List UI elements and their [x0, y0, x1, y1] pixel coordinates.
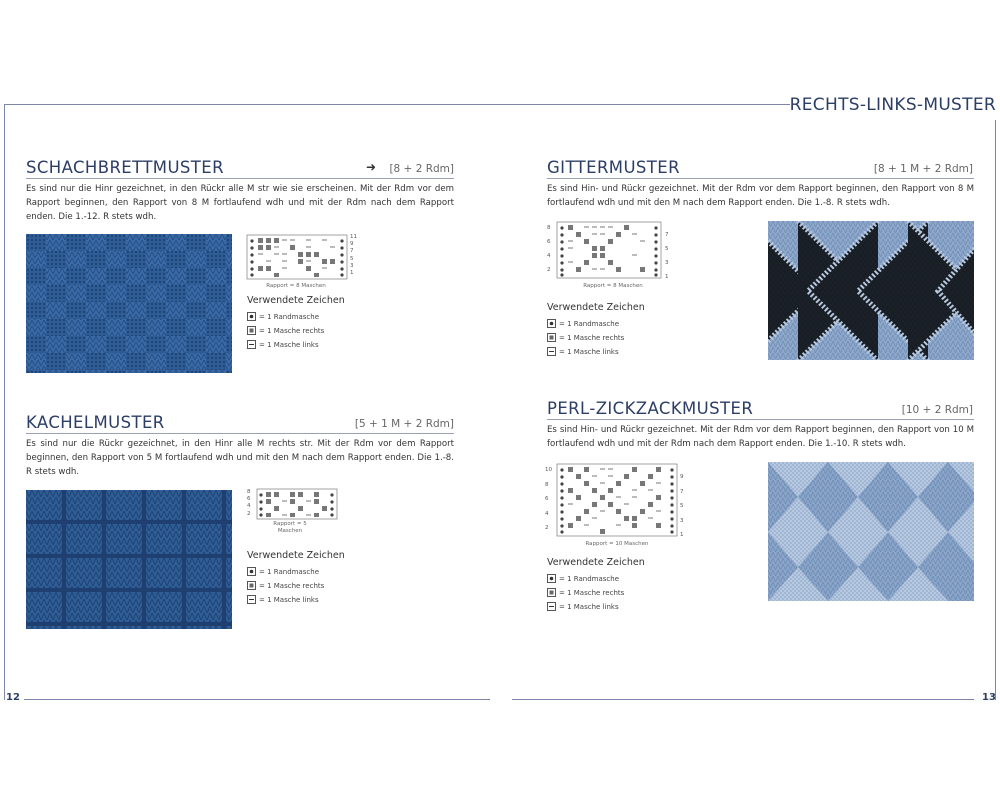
section-description: Es sind Hin- und Rückr gezeichnet. Mit der Rdm vor dem Rapport beginnen, den Rapport von 8 M fortlaufend wdh und mit den M nach dem Rapport enden. Die 1.-8. R stets wdh. [547, 184, 974, 208]
rapport-label: Rapport = 5 Maschen [273, 521, 307, 534]
row-number: 2 [247, 510, 251, 517]
dot-icon [247, 567, 256, 576]
square-icon [547, 588, 556, 597]
row-numbers-right [665, 228, 669, 284]
row-number: 9 [680, 474, 684, 480]
row-number: 6 [547, 239, 551, 245]
page-number-right: 13 [982, 692, 996, 703]
row-number: 3 [680, 517, 684, 524]
row-number: 7 [665, 232, 669, 238]
legend-item-knit [247, 326, 324, 335]
row-number: 5 [350, 255, 354, 262]
rapport-label: Rapport = 8 Maschen [266, 283, 326, 289]
section-title: SCHACHBRETTMUSTER [26, 158, 224, 177]
legend-title: Verwendete Zeichen [247, 550, 345, 561]
knit-photo-lattice [768, 221, 974, 360]
legend-item-purl [247, 340, 319, 349]
rapport-label: Rapport = 10 Maschen [585, 541, 649, 547]
row-number: 8 [547, 225, 551, 231]
legend-item-knit [547, 588, 624, 597]
page-number-left: 12 [6, 692, 20, 703]
row-number: 1 [350, 270, 354, 277]
chapter-title: RECHTS-LINKS-MUSTER [789, 95, 996, 115]
dash-icon [247, 595, 256, 604]
legend-item-knit [247, 581, 324, 590]
legend-label: = 1 Masche links [259, 340, 319, 349]
row-number: 10 [545, 467, 552, 473]
legend-title: Verwendete Zeichen [547, 302, 645, 313]
section-stitch-count: [8 + 2 Rdm] [389, 163, 454, 175]
row-number: 5 [680, 503, 684, 509]
row-number: 7 [350, 248, 354, 255]
row-number: 6 [247, 496, 251, 503]
row-number: 8 [545, 481, 549, 488]
legend-item-knit [547, 333, 624, 342]
dash-icon [547, 347, 556, 356]
legend-item-edge [547, 319, 619, 328]
row-number: 11 [350, 234, 357, 240]
knitting-chart-checkerboard [246, 234, 364, 284]
top-rule [4, 104, 790, 105]
section-title: KACHELMUSTER [26, 413, 165, 432]
legend-label: = 1 Masche rechts [259, 581, 325, 590]
dot-icon [547, 319, 556, 328]
legend-title: Verwendete Zeichen [247, 295, 345, 306]
section-rule [26, 433, 454, 434]
row-number: 5 [665, 246, 669, 252]
right-border [995, 120, 996, 700]
section-rule [547, 419, 974, 420]
legend-item-purl [547, 347, 619, 356]
row-number: 3 [350, 262, 354, 269]
legend-label: = 1 Masche links [559, 602, 619, 611]
row-number: 6 [545, 496, 549, 502]
dot-icon [247, 312, 256, 321]
section-title: PERL-ZICKZACKMUSTER [547, 399, 754, 418]
section-description: Es sind Hin- und Rückr gezeichnet. Mit der Rdm vor dem Rapport beginnen, den Rapport von 10 M fortlaufend wdh und mit der Rdm nach dem Rapport enden. Die 1.-10. R stets wdh. [547, 425, 974, 449]
knit-photo-checkerboard [26, 234, 232, 373]
legend-label: = 1 Randmasche [259, 567, 319, 576]
legend-label: = 1 Masche rechts [559, 333, 625, 342]
legend-label: = 1 Randmasche [559, 319, 619, 328]
row-number: 4 [247, 503, 251, 510]
section-rule [26, 178, 454, 179]
row-number: 8 [247, 489, 251, 495]
knitting-chart-seed-zigzag [556, 463, 678, 539]
dash-icon [247, 340, 256, 349]
row-number: 2 [547, 267, 551, 273]
row-number: 1 [665, 274, 669, 280]
dash-icon [547, 602, 556, 611]
square-icon [247, 326, 256, 335]
legend-label: = 1 Masche links [559, 347, 619, 356]
square-icon [547, 333, 556, 342]
legend-item-edge [247, 312, 319, 321]
knit-photo-seed-zigzag [768, 462, 974, 601]
section-stitch-count: [5 + 1 M + 2 Rdm] [354, 418, 454, 430]
left-border [4, 104, 5, 700]
row-number: 2 [545, 525, 549, 531]
section-title: GITTERMUSTER [547, 158, 680, 177]
legend-title: Verwendete Zeichen [547, 557, 645, 568]
row-number: 4 [547, 253, 551, 259]
row-numbers [247, 489, 251, 518]
section-stitch-count: [10 + 2 Rdm] [901, 404, 973, 416]
section-rule [547, 178, 974, 179]
row-numbers [350, 234, 357, 277]
knitting-chart-lattice [556, 221, 662, 281]
legend-label: = 1 Masche links [259, 595, 319, 604]
knit-photo-tiles [26, 490, 232, 629]
row-number: 7 [680, 488, 684, 495]
row-number: 3 [665, 260, 669, 266]
legend-label: = 1 Masche rechts [259, 326, 325, 335]
section-description: Es sind nur die Rückr gezeichnet, in den Hinr alle M rechts str. Mit der Rdm vor dem Rapport beginnen, den Rapport von 5 M fortlaufend wdh und mit den M nach dem Rapport enden. Die 1.-8. R stets wdh. [26, 439, 454, 477]
row-number: 9 [350, 241, 354, 248]
row-number: 4 [545, 510, 549, 517]
rapport-label: Rapport = 8 Maschen [583, 283, 643, 289]
legend-item-purl [547, 602, 619, 611]
row-numbers-left [547, 221, 551, 277]
bottom-rule-left [24, 699, 490, 700]
arrow-icon: ➜ [366, 160, 377, 174]
section-description: Es sind nur die Hinr gezeichnet, in den Rückr alle M str wie sie erscheinen. Mit der Rdm vor dem Rapport beginnen, den Rapport von 8 M fortlaufend wdh und mit der Rdm nach dem Rapport enden. Die 1.-12. R stets wdh. [26, 184, 454, 222]
knitting-chart-tiles [256, 488, 338, 522]
legend-label: = 1 Randmasche [259, 312, 319, 321]
legend-label: = 1 Randmasche [559, 574, 619, 583]
legend-label: = 1 Masche rechts [559, 588, 625, 597]
bottom-rule-right [512, 699, 974, 700]
row-number: 1 [680, 532, 684, 538]
dot-icon [547, 574, 556, 583]
row-numbers-right [680, 470, 684, 543]
legend-item-edge [247, 567, 319, 576]
square-icon [247, 581, 256, 590]
legend-item-purl [247, 595, 319, 604]
row-numbers-left [545, 463, 552, 536]
section-stitch-count: [8 + 1 M + 2 Rdm] [873, 163, 973, 175]
legend-item-edge [547, 574, 619, 583]
